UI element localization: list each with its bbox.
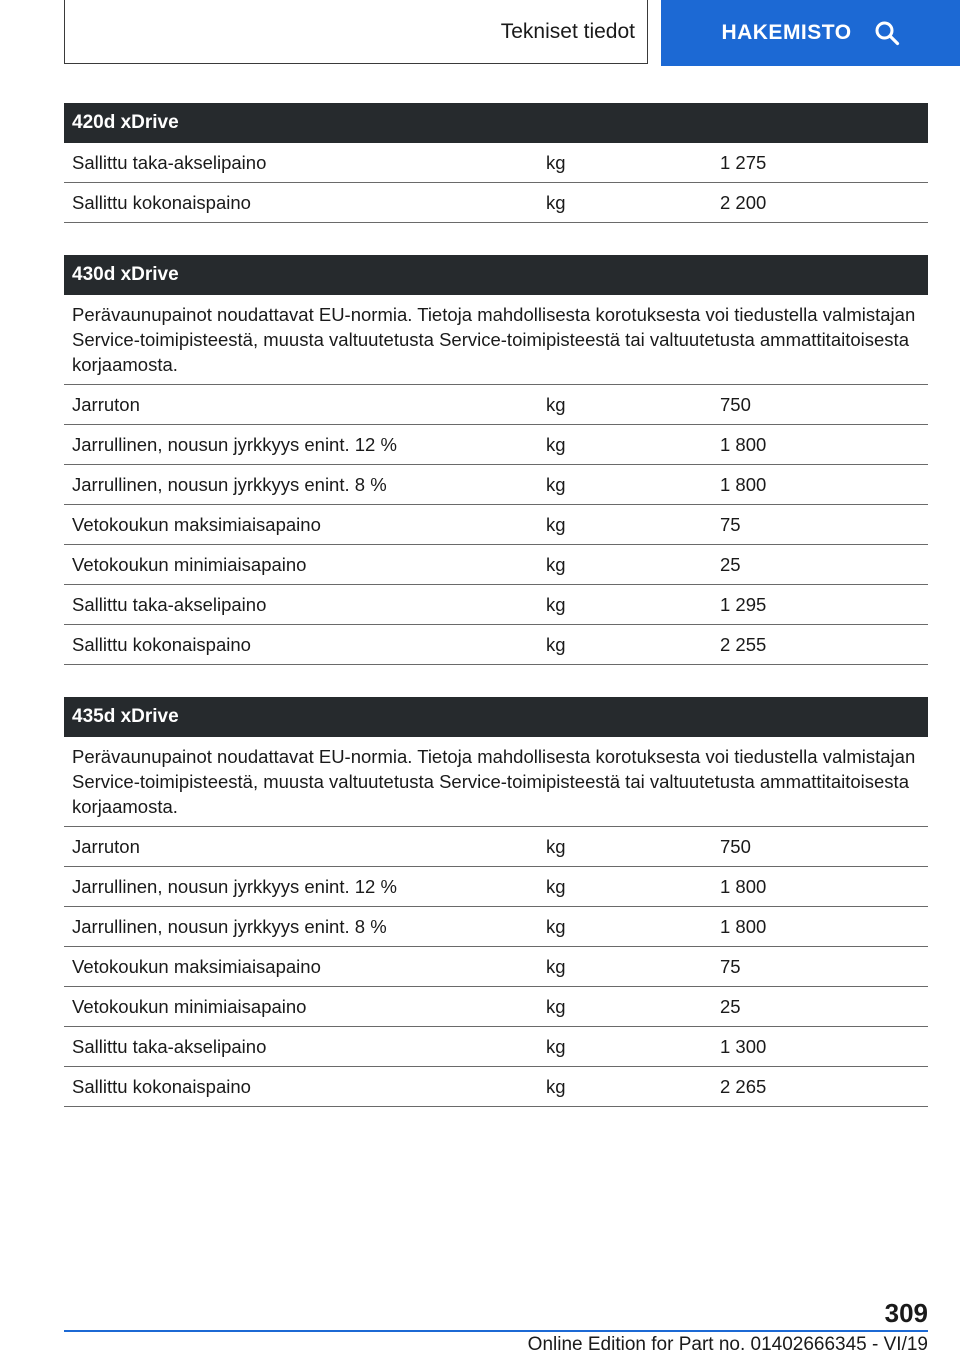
spec-section: [64, 255, 928, 665]
top-navigation: [0, 0, 960, 66]
row-label: Sallittu taka-akselipaino: [72, 1035, 267, 1057]
table-row: [64, 183, 928, 223]
spec-section: [64, 103, 928, 223]
row-label: Jarrullinen, nousun jyrkkyys enint. 12 %: [72, 875, 397, 897]
row-label: Jarruton: [72, 393, 140, 415]
row-label: Sallittu kokonaispaino: [72, 1075, 251, 1097]
row-unit: kg: [546, 191, 566, 213]
row-unit: kg: [546, 151, 566, 173]
section-title: 430d xDrive: [64, 255, 928, 295]
row-label: Jarrullinen, nousun jyrkkyys enint. 8 %: [72, 473, 387, 495]
row-label: Jarruton: [72, 835, 140, 857]
row-label: Sallittu kokonaispaino: [72, 191, 251, 213]
row-value: 750: [720, 835, 751, 857]
footer-divider: [64, 1330, 928, 1332]
row-label: Jarrullinen, nousun jyrkkyys enint. 8 %: [72, 915, 387, 937]
section-title: 420d xDrive: [64, 103, 928, 143]
table-row: [64, 907, 928, 947]
row-value: 2 255: [720, 633, 767, 655]
table-row: [64, 827, 928, 867]
tab-technical-data-label: Tekniset tiedot: [500, 19, 635, 43]
table-row: [64, 987, 928, 1027]
row-unit: kg: [546, 875, 566, 897]
row-unit: kg: [546, 955, 566, 977]
spec-section: [64, 697, 928, 1107]
row-value: 1 295: [720, 593, 767, 615]
row-value: 1 300: [720, 1035, 767, 1057]
row-label: Sallittu taka-akselipaino: [72, 593, 267, 615]
search-icon: [874, 20, 900, 46]
row-label: Vetokoukun maksimiaisapaino: [72, 955, 321, 977]
table-row: [64, 867, 928, 907]
row-value: 25: [720, 553, 741, 575]
section-title: 435d xDrive: [64, 697, 928, 737]
row-unit: kg: [546, 1075, 566, 1097]
row-unit: kg: [546, 915, 566, 937]
row-unit: kg: [546, 1035, 566, 1057]
row-label: Vetokoukun minimiaisapaino: [72, 553, 307, 575]
row-unit: kg: [546, 995, 566, 1017]
row-unit: kg: [546, 593, 566, 615]
table-row: [64, 585, 928, 625]
table-row: [64, 625, 928, 665]
row-value: 2 200: [720, 191, 767, 213]
tab-index-label: HAKEMISTO: [721, 21, 852, 44]
table-row: [64, 385, 928, 425]
row-value: 750: [720, 393, 751, 415]
tab-index[interactable]: [661, 0, 960, 66]
row-label: Vetokoukun maksimiaisapaino: [72, 513, 321, 535]
table-row: [64, 545, 928, 585]
row-unit: kg: [546, 513, 566, 535]
spec-tables: [64, 103, 928, 1139]
row-value: 1 800: [720, 473, 767, 495]
row-value: 1 275: [720, 151, 767, 173]
row-value: 1 800: [720, 875, 767, 897]
table-row: [64, 947, 928, 987]
row-value: 75: [720, 513, 741, 535]
table-row: [64, 1067, 928, 1107]
row-value: 75: [720, 955, 741, 977]
row-value: 2 265: [720, 1075, 767, 1097]
row-unit: kg: [546, 835, 566, 857]
tab-technical-data[interactable]: [64, 0, 648, 64]
section-note: Perävaunupainot noudattavat EU-normia. Tietoja mahdollisesta korotuksesta voi tiedustella valmistajan Service-toimipisteestä, muusta valtuutetusta Service-toimipisteestä tai valtuutetusta ammattitaitoisesta korjaamosta.: [64, 737, 928, 827]
edition-footer: Online Edition for Part no. 01402666345 - VI/19: [527, 1334, 928, 1355]
row-label: Jarrullinen, nousun jyrkkyys enint. 12 %: [72, 433, 397, 455]
row-unit: kg: [546, 433, 566, 455]
table-row: [64, 425, 928, 465]
row-value: 1 800: [720, 915, 767, 937]
row-label: Sallittu kokonaispaino: [72, 633, 251, 655]
row-value: 1 800: [720, 433, 767, 455]
row-label: Vetokoukun minimiaisapaino: [72, 995, 307, 1017]
table-row: [64, 143, 928, 183]
row-unit: kg: [546, 633, 566, 655]
section-note: Perävaunupainot noudattavat EU-normia. Tietoja mahdollisesta korotuksesta voi tiedustella valmistajan Service-toimipisteestä, muusta valtuutetusta Service-toimipisteestä tai valtuutetusta ammattitaitoisesta korjaamosta.: [64, 295, 928, 385]
row-unit: kg: [546, 473, 566, 495]
table-row: [64, 1027, 928, 1067]
table-row: [64, 505, 928, 545]
page-number: 309: [884, 1298, 928, 1328]
row-value: 25: [720, 995, 741, 1017]
row-unit: kg: [546, 553, 566, 575]
row-unit: kg: [546, 393, 566, 415]
table-row: [64, 465, 928, 505]
row-label: Sallittu taka-akselipaino: [72, 151, 267, 173]
